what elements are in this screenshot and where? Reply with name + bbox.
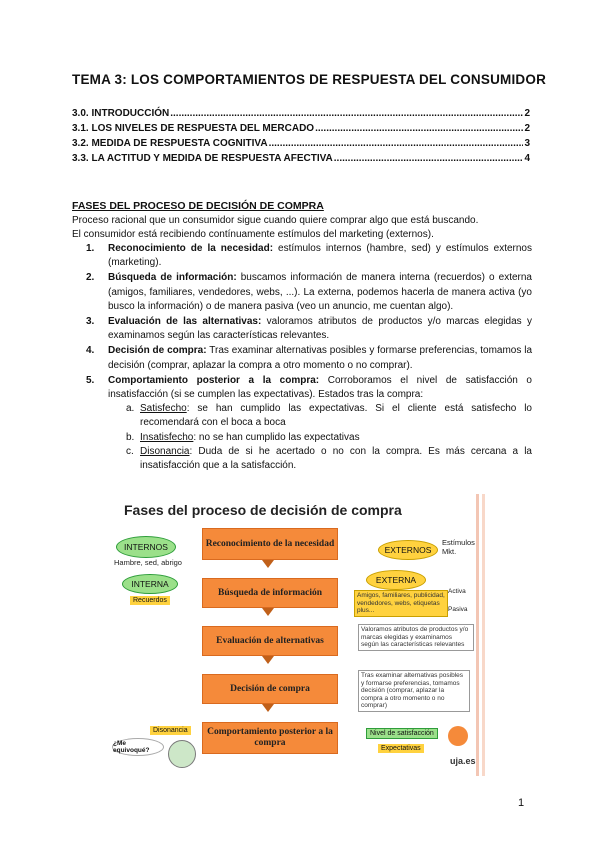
diagram-stripe (476, 494, 479, 776)
step-term: Reconocimiento de la necesidad: (108, 243, 274, 254)
arrow-down-icon (262, 656, 274, 664)
step-text: estímulos internos (hambre, sed) y estímulos externos (marketing). (108, 243, 532, 269)
substep-item: b. Insatisfecho: no se han cumplido las expectativas (126, 431, 360, 443)
intro-line: Proceso racional que un consumidor sigue cuando quiere comprar algo que está buscando. (72, 215, 479, 226)
diagram-title: Fases del proceso de decisión de compra (124, 502, 402, 518)
toc-entry-label: 3.1. LOS NIVELES DE RESPUESTA DEL MERCADO (72, 123, 315, 134)
stage-decision: Decisión de compra (202, 674, 338, 704)
step-term: Búsqueda de información: (108, 272, 237, 284)
toc-entry-label: 3.2. MEDIDA DE RESPUESTA COGNITIVA (72, 138, 268, 149)
step-text: Tras examinar alternativas posibles y formarse preferencias, tomamos la decisión (comprar, aplazar la compra a otro momento o no comprar). (108, 345, 533, 371)
internos-examples: Hambre, sed, abrigo (114, 558, 182, 567)
step-text: valoramos atributos de productos y/o marcas elegidas y examinamos según las características relevantes. (108, 316, 532, 342)
externa-oval: EXTERNA (366, 570, 426, 590)
toc-entry-page: 2 (524, 123, 530, 134)
toc-entry[interactable] (72, 123, 530, 138)
decision-process-diagram (110, 494, 490, 776)
recuerdos-tag: Recuerdos (130, 596, 170, 605)
interna-oval: INTERNA (122, 574, 178, 594)
toc-entry-label: 3.3. LA ACTITUD Y MEDIDA DE RESPUESTA AFECTIVA (72, 153, 333, 164)
toc-entry[interactable] (72, 138, 530, 153)
step-term: Comportamiento posterior a la compra: (108, 374, 320, 386)
substep-term: Satisfecho (140, 403, 187, 415)
stage-search: Búsqueda de información (202, 578, 338, 608)
step-item: 2. Búsqueda de información: buscamos información de manera interna (recuerdos) o externa (amigos, familiares, vendedores, webs, ...). La externa, podemos hacerla de manera activa (yo busco la información) o de manera pasiva (veo un anuncio, me cuentan algo). (86, 272, 532, 312)
toc-entry[interactable] (72, 108, 530, 123)
step-item: 3. Evaluación de las alternativas: valoramos atributos de productos y/o marcas elegidas y examinamos según las características relevantes. (86, 316, 532, 342)
page-number: 1 (518, 797, 525, 809)
substep-term: Disonancia (140, 445, 190, 457)
internos-oval: INTERNOS (116, 536, 176, 558)
intro-line: El consumidor está recibiendo contínuamente estímulos del marketing (externos). (72, 229, 434, 240)
substep-item: c. Disonancia: Duda de si he acertado o no con la compra. Es más cercana a la insatisfacción que a la satisfacción. (126, 445, 532, 472)
step-term: Decisión de compra: (108, 345, 207, 357)
step-text: buscamos información de manera interna (recuerdos) o externa (amigos, familiares, vendedores, webs, ...). La externa, podemos hacerla de manera activa (yo busco la información) o de manera pasiva (veo un anuncio, me cuentan algo). (108, 272, 532, 312)
section-heading: FASES DEL PROCESO DE DECISIÓN DE COMPRA (72, 200, 324, 212)
orange-dot-icon (448, 726, 468, 746)
steps-list (86, 242, 533, 474)
decision-note: Tras examinar alternativas posibles y formarse preferencias, tomamos decisión (comprar, aplazar la compra a otro momento o no comprar) (358, 670, 470, 712)
step-text: Corroboramos el nivel de satisfacción o insatisfacción (si se cumplen las expectativas). Estados tras la compra: (108, 374, 532, 401)
stage-recognition: Reconocimiento de la necesidad (202, 528, 338, 560)
pasiva-label: Pasiva (448, 606, 468, 613)
intro-paragraph (72, 214, 532, 242)
arrow-down-icon (262, 608, 274, 616)
person-icon (168, 740, 196, 768)
expectativas-tag: Expectativas (378, 744, 424, 753)
substep-term: Insatisfecho (140, 431, 194, 443)
toc-entry-page: 4 (524, 153, 530, 164)
toc-entry-page: 3 (524, 138, 530, 149)
step-item: 4. Decisión de compra: Tras examinar alternativas posibles y formarse preferencias, tomamos la decisión (comprar, aplazar la compra a otro momento o no comprar). (86, 345, 533, 371)
substeps-list (108, 402, 532, 473)
step-term: Evaluación de las alternativas: (108, 316, 262, 328)
toc-entry-label: 3.0. INTRODUCCIÓN (72, 108, 170, 119)
toc-entry[interactable] (72, 153, 530, 168)
stage-post-purchase: Comportamiento posterior a la compra (202, 722, 338, 754)
substep-item: a. Satisfecho: se han cumplido las expectativas. Si el cliente está satisfecho lo recomendará con el boca a boca (126, 403, 532, 429)
activa-label: Activa (448, 588, 466, 595)
diagram-stripe (482, 494, 485, 776)
toc-entry-page: 2 (524, 108, 530, 119)
nivel-satisfaccion-tag: Nivel de satisfacción (366, 728, 438, 739)
disonancia-tag: Disonancia (150, 726, 191, 735)
arrow-down-icon (262, 704, 274, 712)
page-title: TEMA 3: LOS COMPORTAMIENTOS DE RESPUESTA DEL CONSUMIDOR (72, 72, 547, 87)
externa-examples: Amigos, familiares, publicidad, vendedores, webs, etiquetas plus... (354, 590, 448, 617)
step-item: 5. Comportamiento posterior a la compra: Corroboramos el nivel de satisfacción o insatisfacción (si se cumplen las expectativas). Estados tras la compra: a. Satisfecho: se han cumplido las expectativas. Si el cliente está satisfecho lo recomendará con el boca a boca b. Insatisfecho: no se han cumplido las expectativas c. Disonancia: Duda de si he acertado o no con la compra. Es más cercana a la insatisfacción que a la satisfacción. (92, 374, 532, 473)
question-bubble: ¿Me equivoqué? (112, 738, 164, 756)
step-item: 1. Reconocimiento de la necesidad: estímulos internos (hambre, sed) y estímulos externos (marketing). (86, 243, 532, 269)
uja-logo: uja.es (450, 756, 476, 766)
stage-evaluation: Evaluación de alternativas (202, 626, 338, 656)
evaluation-note: Valoramos atributos de productos y/o marcas elegidas y examinamos según las características relevantes (358, 624, 474, 651)
estimulos-label: Estímulos Mkt. (442, 538, 475, 556)
arrow-down-icon (262, 560, 274, 568)
externos-oval: EXTERNOS (378, 540, 438, 560)
table-of-contents (72, 108, 530, 168)
